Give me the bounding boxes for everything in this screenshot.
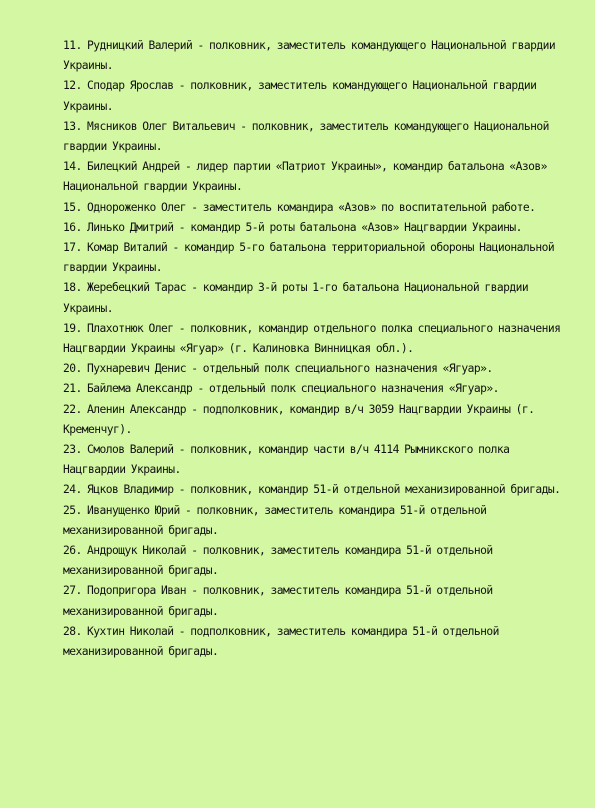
list-item: 19. Плахотнюк Олег - полковник, командир отдельного полка специального назначения Нацгвардии Украины «Ягуар» (г. Калиновка Винницкая обл.). (63, 321, 561, 356)
list-item: 12. Сподар Ярослав - полковник, заместитель командующего Национальной гвардии Украины. (63, 79, 537, 113)
list-item: 27. Подопригора Иван - полковник, заместитель командира 51-й отдельной механизированной бригады. (63, 584, 493, 618)
list-item: 23. Смолов Валерий - полковник, командир части в/ч 4114 Рымникского полка Нацгвардии Украины. (63, 443, 510, 477)
list-item: 25. Иванущенко Юрий - полковник, заместитель командира 51-й отдельной механизированной бригады. (63, 503, 487, 537)
list-item: 20. Пухнаревич Денис - отдельный полк специального назначения «Ягуар». (63, 362, 493, 376)
list-item: 13. Мясников Олег Витальевич - полковник, заместитель командующего Национальной гвардии Украины. (63, 119, 549, 154)
list-item: 16. Линько Дмитрий - командир 5-й роты батальона «Азов» Нацгвардии Украины. (63, 220, 522, 234)
list-item: 22. Аленин Александр - подполковник, командир в/ч 3059 Нацгвардии Украины (г. Кременчуг). (63, 402, 535, 436)
list-item: 21. Байлема Александр - отдельный полк специального назначения «Ягуар». (63, 382, 499, 396)
list-item: 11. Рудницкий Валерий - полковник, заместитель командующего Национальной гвардии Украины. (63, 39, 556, 73)
document-page (63, 36, 563, 662)
list-item: 17. Комар Виталий - командир 5-го батальона территориальной обороны Национальной гвардии Украины. (63, 241, 555, 275)
list-item: 26. Андрощук Николай - полковник, заместитель командира 51-й отдельной механизированной бригады. (63, 544, 493, 578)
list-item: 24. Яцков Владимир - полковник, командир 51-й отдельной механизированной бригады. (63, 483, 561, 497)
list-item: 14. Билецкий Андрей - лидер партии «Патриот Украины», командир батальона «Азов» Национальной гвардии Украины. (63, 160, 547, 194)
list-item: 15. Однороженко Олег - заместитель командира «Азов» по воспитательной работе. (63, 200, 536, 214)
list-item: 28. Кухтин Николай - подполковник, заместитель командира 51-й отдельной механизированной бригады. (63, 624, 499, 659)
list-item: 18. Жеребецкий Тарас - командир 3-й роты 1-го батальона Национальной гвардии Украины. (63, 281, 529, 315)
